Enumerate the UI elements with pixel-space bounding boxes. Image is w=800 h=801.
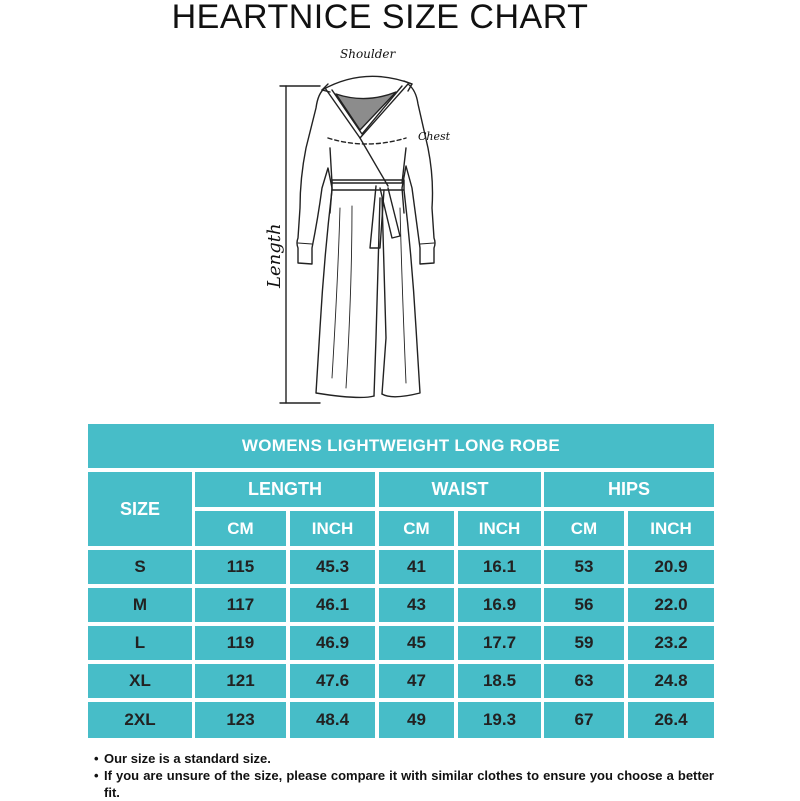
robe-diagram-icon [240, 38, 470, 413]
table-cell: 24.8 [628, 664, 714, 698]
table-cell: 67 [544, 702, 624, 738]
group-header-length: LENGTH [195, 472, 375, 507]
size-notes [94, 750, 714, 801]
table-cell: 63 [544, 664, 624, 698]
unit-header: INCH [290, 511, 375, 546]
size-cell: M [88, 588, 192, 622]
table-cell: 123 [195, 702, 286, 738]
group-header-hips: HIPS [544, 472, 714, 507]
page-title: HEARTNICE SIZE CHART [171, 0, 589, 36]
table-cell: 26.4 [628, 702, 714, 738]
table-banner: WOMENS LIGHTWEIGHT LONG ROBE [88, 424, 714, 468]
table-cell: 22.0 [628, 588, 714, 622]
shoulder-label: Shoulder [340, 47, 396, 61]
table-cell: 16.1 [458, 550, 541, 584]
unit-header: CM [544, 511, 624, 546]
note-item: • If you are unsure of the size, please compare it with similar clothes to ensure you choose a better fit. [94, 767, 714, 801]
table-cell: 53 [544, 550, 624, 584]
table-cell: 59 [544, 626, 624, 660]
group-header-waist: WAIST [379, 472, 541, 507]
table-cell: 17.7 [458, 626, 541, 660]
unit-header: CM [379, 511, 454, 546]
table-cell: 56 [544, 588, 624, 622]
table-cell: 115 [195, 550, 286, 584]
table-cell: 47 [379, 664, 454, 698]
table-cell: 20.9 [628, 550, 714, 584]
table-cell: 19.3 [458, 702, 541, 738]
size-table [88, 424, 714, 743]
table-cell: 46.9 [290, 626, 375, 660]
chest-label: Chest [418, 130, 451, 143]
table-cell: 121 [195, 664, 286, 698]
robe-diagram [240, 38, 470, 413]
table-cell: 16.9 [458, 588, 541, 622]
size-cell: XL [88, 664, 192, 698]
table-cell: 46.1 [290, 588, 375, 622]
length-label: Length [264, 223, 285, 288]
table-cell: 47.6 [290, 664, 375, 698]
unit-header: INCH [458, 511, 541, 546]
table-cell: 41 [379, 550, 454, 584]
table-cell: 43 [379, 588, 454, 622]
table-cell: 48.4 [290, 702, 375, 738]
unit-header: CM [195, 511, 286, 546]
note-item: • Our size is a standard size. [94, 750, 714, 767]
table-cell: 117 [195, 588, 286, 622]
unit-header: INCH [628, 511, 714, 546]
table-cell: 45 [379, 626, 454, 660]
size-cell: 2XL [88, 702, 192, 738]
table-cell: 18.5 [458, 664, 541, 698]
size-cell: S [88, 550, 192, 584]
size-cell: L [88, 626, 192, 660]
table-cell: 23.2 [628, 626, 714, 660]
table-cell: 45.3 [290, 550, 375, 584]
table-cell: 119 [195, 626, 286, 660]
table-cell: 49 [379, 702, 454, 738]
size-header: SIZE [88, 472, 192, 546]
